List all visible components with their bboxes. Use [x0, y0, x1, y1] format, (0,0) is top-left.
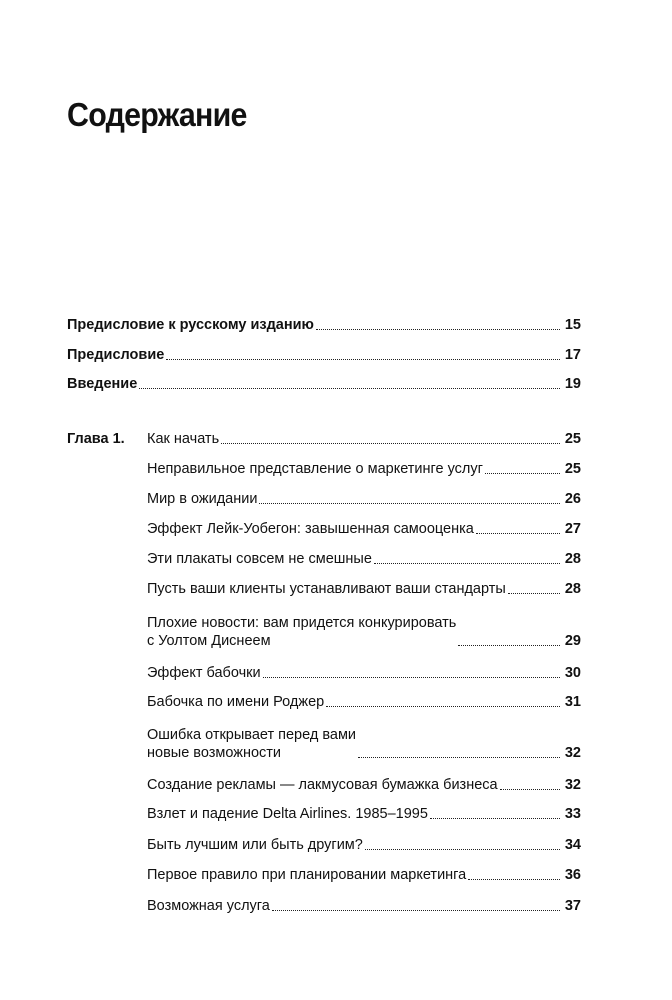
toc-entry-title: Мир в ожидании [147, 491, 258, 507]
toc-entry-title: Бабочка по имени Роджер [147, 694, 325, 710]
toc-section-entry[interactable] [67, 664, 581, 682]
toc-page-number: 34 [564, 837, 581, 853]
toc-page-number: 32 [564, 745, 581, 761]
toc-page-number: 28 [564, 551, 581, 567]
toc-entry[interactable] [67, 346, 581, 364]
toc-page-number: 30 [564, 665, 581, 681]
leader-dots [139, 387, 560, 389]
leader-dots [468, 878, 560, 880]
toc-section-entry[interactable] [67, 460, 581, 478]
toc-entry-title: Неправильное представление о маркетинге услуг [147, 461, 483, 477]
toc-section-entry[interactable] [67, 726, 581, 762]
toc-page-number: 31 [564, 694, 581, 710]
toc-page-number: 15 [564, 317, 581, 333]
toc-page-number: 17 [564, 347, 581, 363]
leader-dots [259, 502, 560, 504]
toc-entry-title [147, 726, 356, 762]
toc-entry-title: Эффект Лейк-Уобегон: завышенная самооценка [147, 521, 474, 537]
toc-entry-title: Эффект бабочки [147, 665, 261, 681]
leader-dots [430, 817, 560, 819]
toc-entry-title: Создание рекламы — лакмусовая бумажка бизнеса [147, 777, 498, 793]
toc-page-number: 33 [564, 806, 581, 822]
leader-dots [365, 848, 560, 850]
toc-page-number: 36 [564, 867, 581, 883]
leader-dots [316, 328, 560, 330]
toc-page-number: 27 [564, 521, 581, 537]
toc-section-entry[interactable] [67, 614, 581, 650]
toc-section-entry[interactable] [67, 805, 581, 823]
toc-entry-title: Взлет и падение Delta Airlines. 1985–1995 [147, 806, 428, 822]
toc-section-entry[interactable] [67, 520, 581, 538]
toc-section-entry[interactable] [67, 897, 581, 915]
leader-dots [485, 472, 560, 474]
toc-entry-title: Введение [67, 376, 138, 392]
toc-section-entry[interactable] [67, 776, 581, 794]
toc-section-entry[interactable] [67, 836, 581, 854]
leader-dots [272, 909, 560, 911]
toc-section-entry[interactable] [67, 580, 581, 598]
toc-page-number: 19 [564, 376, 581, 392]
leader-dots [458, 644, 560, 646]
toc-entry-title: Первое правило при планировании маркетинга [147, 867, 467, 883]
toc-section-entry[interactable] [67, 490, 581, 508]
toc-entry-title: Возможная услуга [147, 898, 270, 914]
leader-dots [358, 756, 560, 758]
toc-entry-title-line: Плохие новости: вам придется конкурировать [147, 615, 457, 631]
toc-page-number: 25 [564, 431, 581, 447]
toc-entry-title [147, 614, 456, 650]
leader-dots [476, 532, 560, 534]
page-title: Содержание [67, 96, 247, 133]
leader-dots [374, 562, 560, 564]
toc-page-number: 29 [564, 633, 581, 649]
toc-entry-title-line: с Уолтом Диснеем [147, 633, 271, 649]
toc-entry-title: Предисловие [67, 347, 165, 363]
leader-dots [166, 358, 560, 360]
leader-dots [221, 442, 560, 444]
toc-entry-title: Предисловие к русскому изданию [67, 317, 314, 333]
toc-entry-title: Как начать [147, 431, 220, 447]
toc-page-number: 37 [564, 898, 581, 914]
toc-section-entry[interactable] [67, 550, 581, 568]
leader-dots [326, 705, 560, 707]
toc-page-number: 28 [564, 581, 581, 597]
toc-section-entry[interactable] [67, 693, 581, 711]
leader-dots [500, 788, 560, 790]
toc-entry-title: Пусть ваши клиенты устанавливают ваши стандарты [147, 581, 506, 597]
toc-entry-title: Эти плакаты совсем не смешные [147, 551, 372, 567]
toc-page-number: 32 [564, 777, 581, 793]
leader-dots [508, 592, 560, 594]
toc-entry[interactable] [67, 375, 581, 393]
toc-entry-title: Быть лучшим или быть другим? [147, 837, 363, 853]
toc-entry[interactable] [67, 316, 581, 334]
toc-page-number: 26 [564, 491, 581, 507]
leader-dots [263, 676, 560, 678]
chapter-label: Глава 1. [67, 431, 125, 447]
toc-page-number: 25 [564, 461, 581, 477]
toc-section-entry[interactable] [67, 866, 581, 884]
toc-chapter-entry[interactable] [67, 430, 581, 448]
toc-entry-title-line: Ошибка открывает перед вами [147, 727, 357, 743]
toc-entry-title-line: новые возможности [147, 745, 282, 761]
